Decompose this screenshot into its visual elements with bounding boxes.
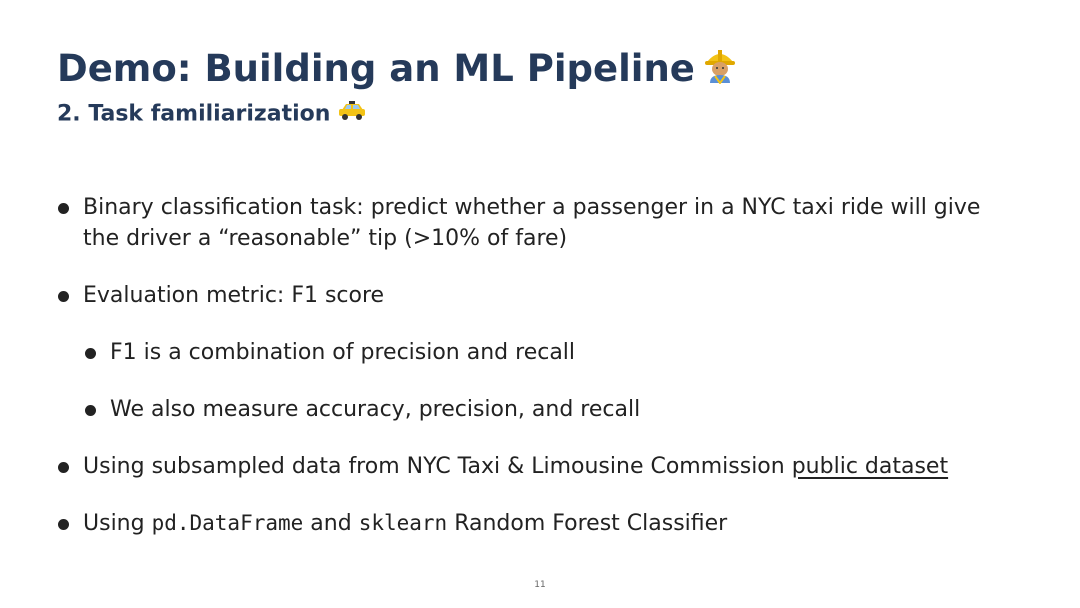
bullet-text: Evaluation metric: F1 score <box>83 283 385 308</box>
list-item <box>56 508 1036 539</box>
bullet-icon <box>58 462 69 473</box>
list-item <box>56 192 1036 254</box>
list-item <box>56 451 1036 482</box>
bullet-text: and <box>303 511 359 536</box>
code-sklearn: sklearn <box>358 511 448 535</box>
bullet-icon <box>58 203 69 214</box>
slide-title <box>57 46 1037 95</box>
slide-title-text: Demo: Building an ML Pipeline <box>57 47 695 90</box>
bullet-text: F1 is a combination of precision and recall <box>110 340 576 365</box>
title-block <box>57 46 1037 130</box>
sub-list-item <box>83 337 1036 368</box>
bullet-icon <box>58 291 69 302</box>
bullet-list <box>56 192 1036 539</box>
bullet-icon <box>58 519 69 530</box>
bullet-text: We also measure accuracy, precision, and recall <box>110 397 641 422</box>
bullet-icon <box>85 405 96 416</box>
code-dataframe: pd.DataFrame <box>151 511 304 535</box>
bullet-text-line: the driver a “reasonable” tip (>10% of fare) <box>83 226 568 251</box>
sub-list-item <box>83 394 1036 425</box>
slide-subtitle-text: 2. Task familiarization <box>57 101 331 127</box>
bullet-text: Using <box>83 511 152 536</box>
list-item <box>56 280 1036 311</box>
page-number: 11 <box>534 580 546 590</box>
bullet-text: Random Forest Classifier <box>447 511 728 536</box>
bullet-text-line: Binary classification task: predict whether a passenger in a NYC taxi ride will give <box>83 195 981 220</box>
slide-subtitle <box>57 99 1037 130</box>
public-dataset-link[interactable]: public dataset <box>791 454 949 479</box>
bullet-text: Using subsampled data from NYC Taxi & Limousine Commission <box>83 454 792 479</box>
construction-worker-icon <box>703 46 737 95</box>
taxi-icon <box>338 99 366 130</box>
bullet-icon <box>85 348 96 359</box>
